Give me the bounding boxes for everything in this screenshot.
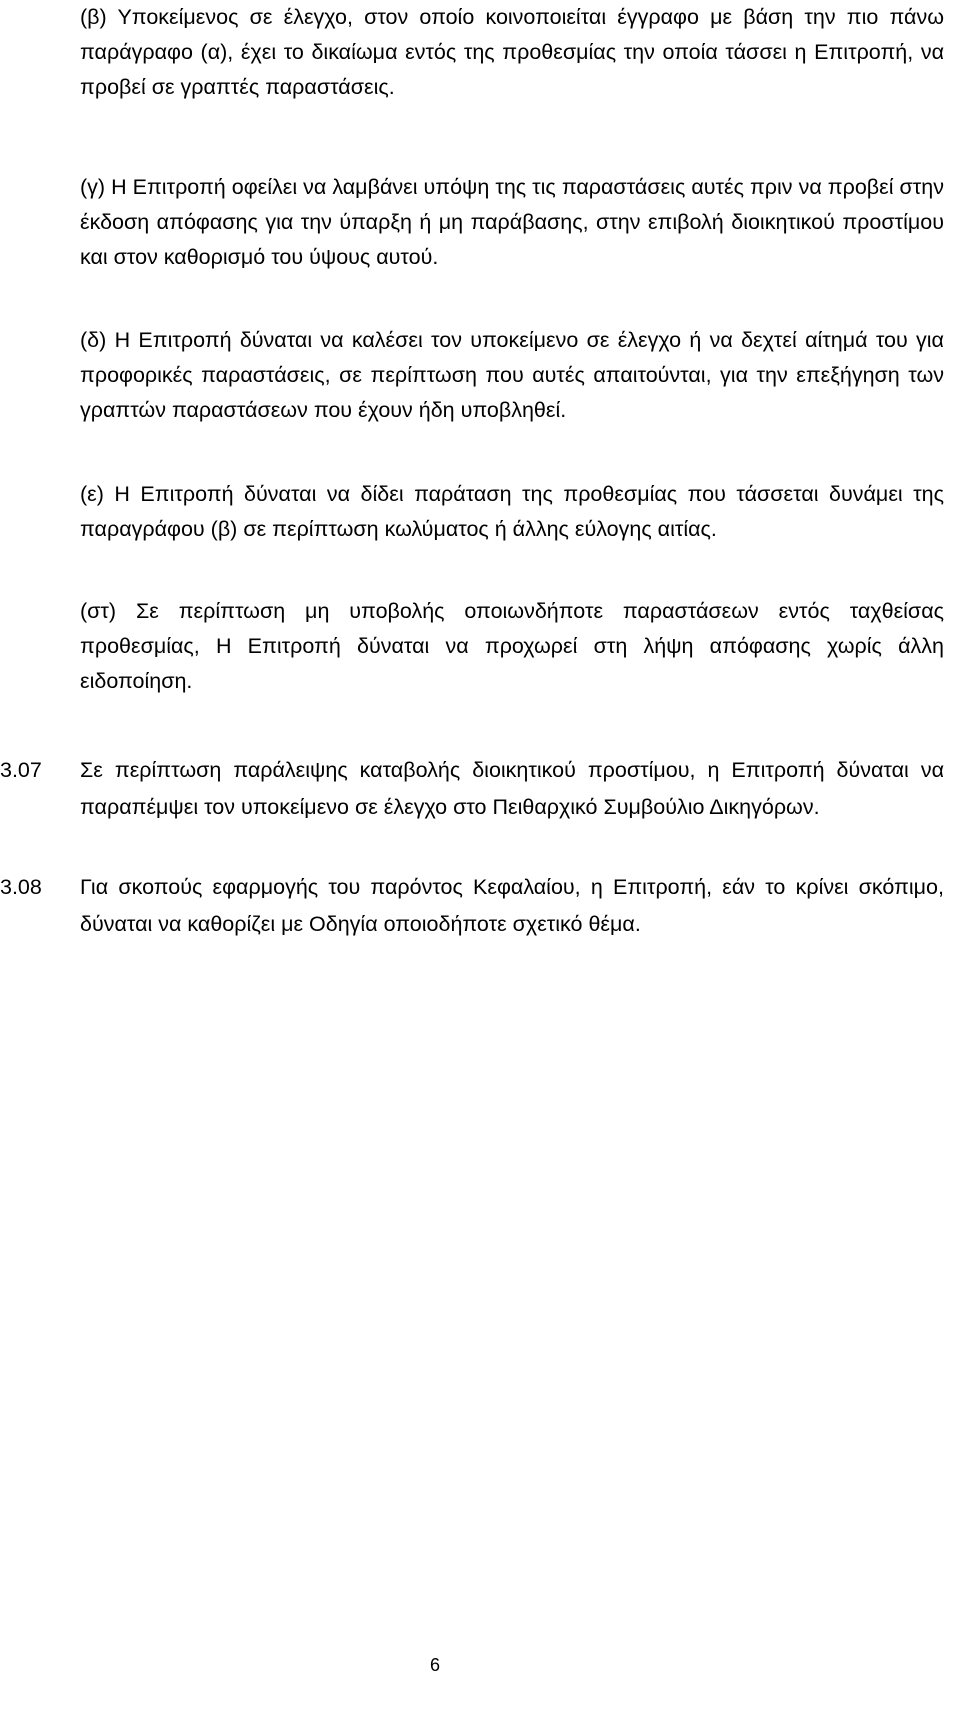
paragraph-g: (γ) Η Επιτροπή οφείλει να λαμβάνει υπόψη της τις παραστάσεις αυτές πριν να προβεί στην έκδοση απόφασης για την ύπαρξη ή μη παράβασης, στην επιβολή διοικητικού προστίμου και στον καθορισμό του ύψους αυτού. (80, 175, 944, 269)
section-number: 3.07 (0, 758, 42, 782)
paragraph-e: (ε) Η Επιτροπή δύναται να δίδει παράταση της προθεσμίας που τάσσεται δυνάμει της παραγράφου (β) σε περίπτωση κωλύματος ή άλλης εύλογης αιτίας. (80, 482, 944, 541)
paragraph-d: (δ) Η Επιτροπή δύναται να καλέσει τον υποκείμενο σε έλεγχο ή να δεχτεί αίτημά του για προφορικές παραστάσεις, σε περίπτωση που αυτές απαιτούνται, για την επεξήγηση των γραπτών παραστάσεων που έχουν ήδη υποβληθεί. (80, 328, 944, 422)
page-number: 6 (429, 1655, 440, 1675)
paragraph-b: (β) Υποκείμενος σε έλεγχο, στον οποίο κοινοποιείται έγγραφο με βάση την πιο πάνω παράγραφο (α), έχει το δικαίωμα εντός της προθεσμίας την οποία τάσσει η Επιτροπή, να προβεί σε γραπτές παραστάσεις. (80, 5, 944, 99)
section-text: Για σκοπούς εφαρμογής του παρόντος Κεφαλαίου, η Επιτροπή, εάν το κρίνει σκόπιμο, δύναται να καθορίζει με Οδηγία οποιοδήποτε σχετικό θέμα. (80, 875, 944, 936)
section-number: 3.08 (0, 875, 42, 899)
section-text: Σε περίπτωση παράλειψης καταβολής διοικητικού προστίμου, η Επιτροπή δύναται να παραπέμψει τον υποκείμενο σε έλεγχο στο Πειθαρχικό Συμβούλιο Δικηγόρων. (80, 758, 944, 819)
paragraph-st: (στ) Σε περίπτωση μη υποβολής οποιωνδήποτε παραστάσεων εντός ταχθείσας προθεσμίας, Η Επιτροπή δύναται να προχωρεί στη λήψη απόφασης χωρίς άλλη ειδοποίηση. (80, 599, 944, 693)
